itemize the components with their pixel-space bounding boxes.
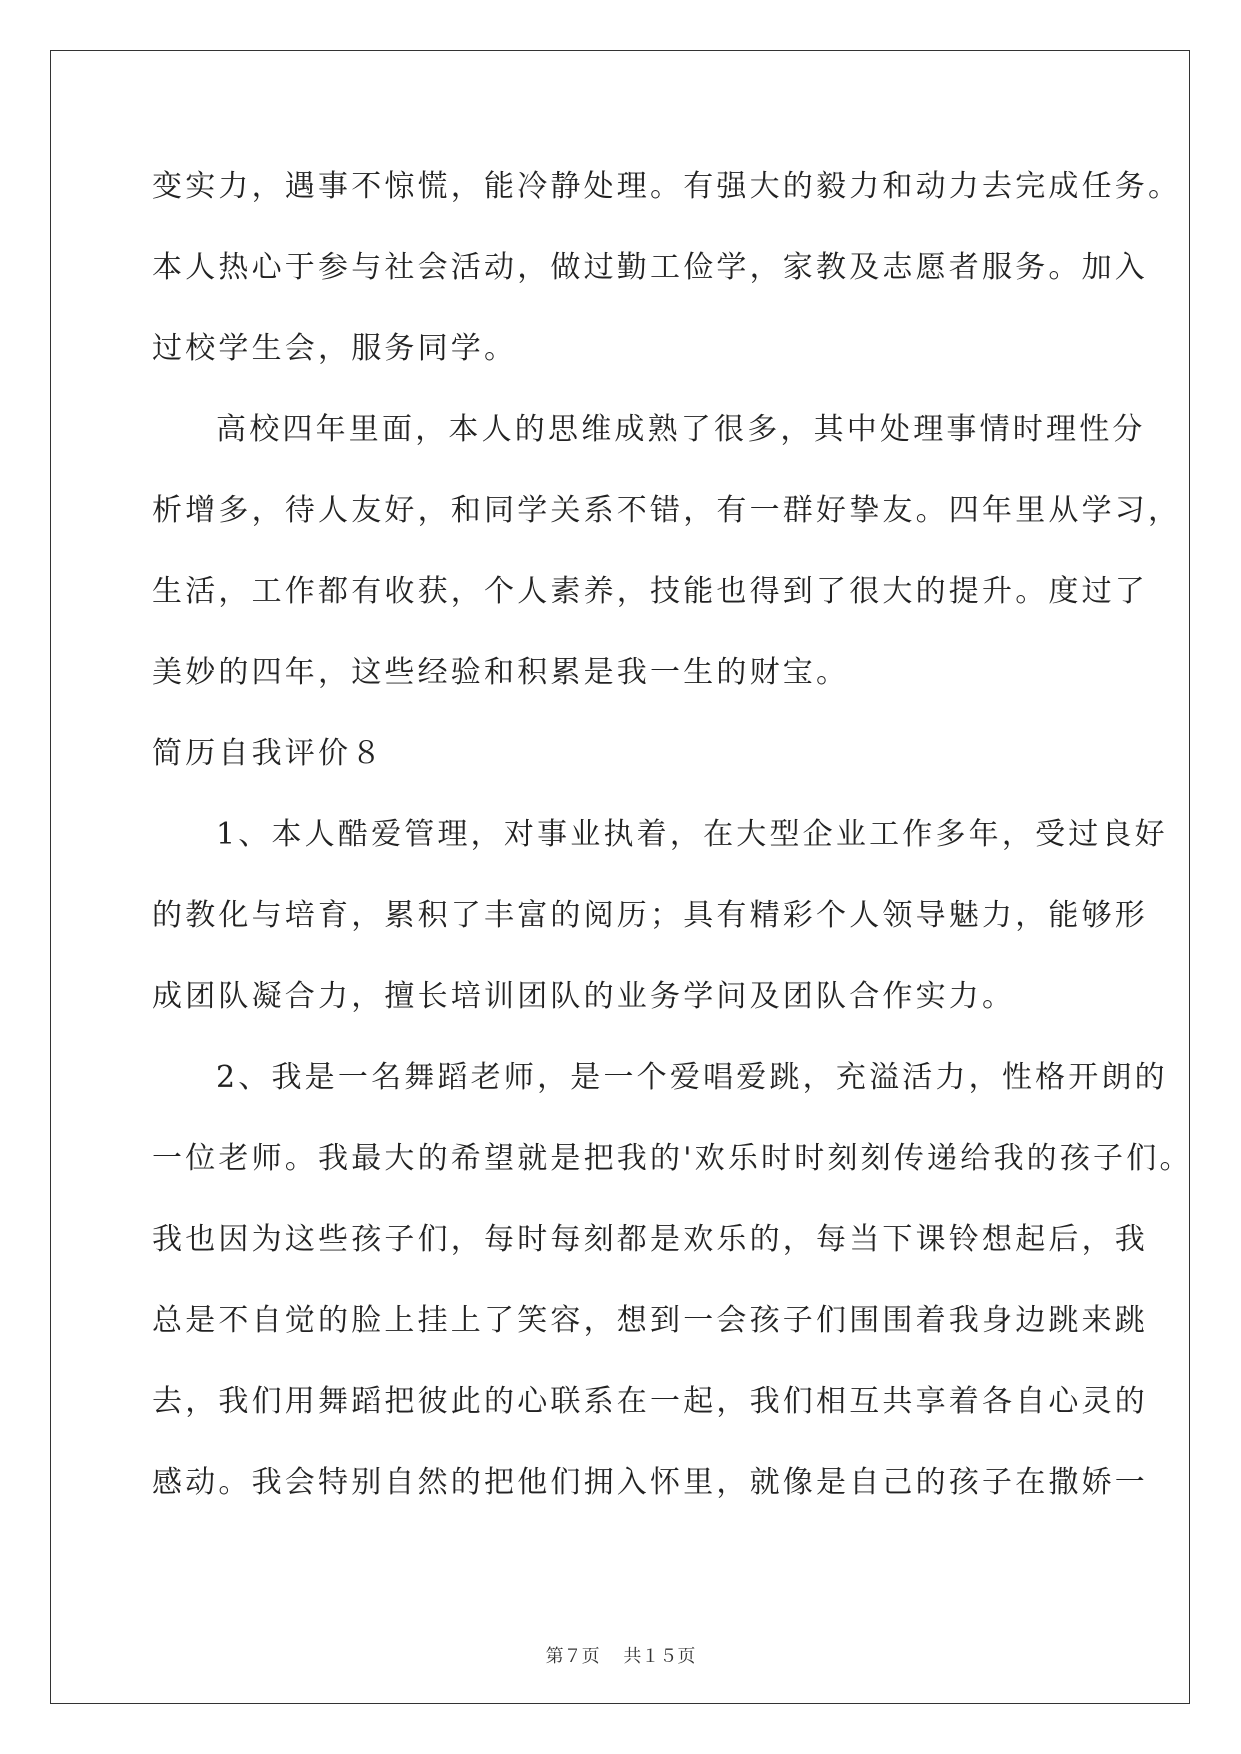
page-number-footer: 第７页 共１５页: [545, 1646, 696, 1667]
text-line-12: 2、我是一名舞蹈老师，是一个爱唱爱跳，充溢活力，性格开朗的: [216, 1060, 1168, 1095]
text-line-15: 总是不自觉的脸上挂上了笑容，想到一会孩子们围围着我身边跳来跳: [152, 1303, 1148, 1338]
text-line-13: 一位老师。我最大的希望就是把我的'欢乐时时刻刻传递给我的孩子们。: [152, 1141, 1193, 1176]
text-line-16: 去，我们用舞蹈把彼此的心联系在一起，我们相互共享着各自心灵的: [152, 1384, 1148, 1419]
text-line-17: 感动。我会特别自然的把他们拥入怀里，就像是自己的孩子在撒娇一: [152, 1465, 1148, 1500]
section-heading: 简历自我评价８: [152, 736, 385, 771]
text-line-3: 过校学生会，服务同学。: [152, 331, 518, 366]
text-line-9: 1、本人酷爱管理，对事业执着，在大型企业工作多年，受过良好: [216, 817, 1168, 852]
text-line-14: 我也因为这些孩子们，每时每刻都是欢乐的，每当下课铃想起后，我: [152, 1222, 1148, 1257]
text-line-7: 美妙的四年，这些经验和积累是我一生的财宝。: [152, 655, 850, 690]
text-line-11: 成团队凝合力，擅长培训团队的业务学问及团队合作实力。: [152, 979, 1016, 1014]
text-line-1: 变实力，遇事不惊慌，能冷静处理。有强大的毅力和动力去完成任务。: [152, 169, 1182, 204]
text-line-2: 本人热心于参与社会活动，做过勤工俭学，家教及志愿者服务。加入: [152, 250, 1148, 285]
document-body: [152, 160, 1193, 1537]
text-line-5: 析增多，待人友好，和同学关系不错，有一群好挚友。四年里从学习，: [152, 493, 1182, 528]
text-line-6: 生活，工作都有收获，个人素养，技能也得到了很大的提升。度过了: [152, 574, 1148, 609]
text-line-4: 高校四年里面，本人的思维成熟了很多，其中处理事情时理性分: [216, 412, 1146, 447]
text-line-10: 的教化与培育，累积了丰富的阅历；具有精彩个人领导魅力，能够形: [152, 898, 1148, 933]
